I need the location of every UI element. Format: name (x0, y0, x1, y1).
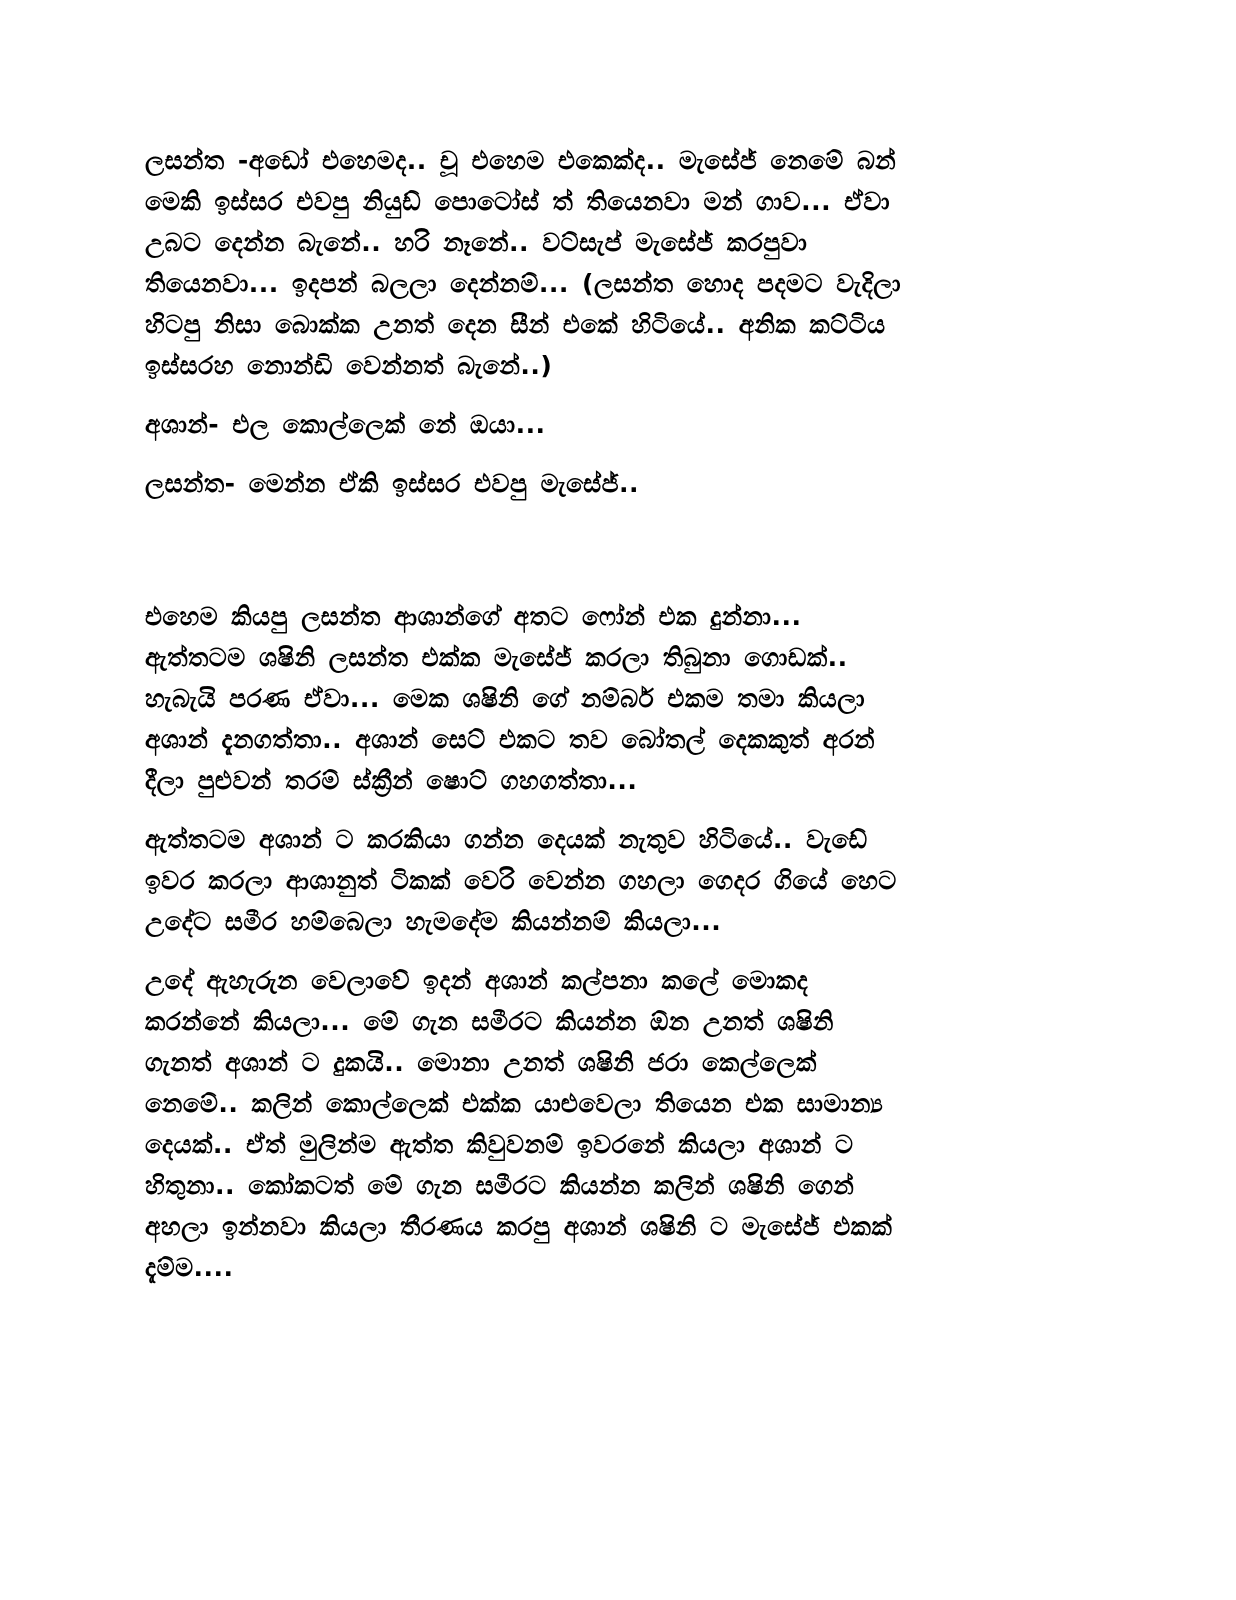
story-text (145, 140, 1080, 1306)
text-line: හැබැයි පරණ ඒවා... මෙක ශෂිනි ගේ නම්බර් එකම තමා කියලා (145, 684, 866, 713)
paragraph-lasantha-dialogue (145, 140, 1080, 386)
text-line: නෙමේ.. කලින් කොල්ලෙක් එක්ක යාළුවෙලා තියෙන එක සාමාන්‍ය (145, 1089, 884, 1118)
text-line: උබට දෙන්න බැනේ.. හරි නෑනේ.. වට්සැප් මැසේජ් කරපුවා (145, 228, 808, 257)
paragraph-morning-decision (145, 960, 1080, 1288)
text-line: එහෙම කියපු ලසන්ත ආශාන්ගේ අතට ෆෝන් එක දුන්නා... (145, 602, 802, 631)
text-line: දෙයක්.. ඒත් මුලින්ම ඇත්ත කිවුවනම් ඉවරනේ කියලා අශාන් ට (145, 1130, 854, 1159)
text-line: හිතුනා.. කෝකටත් මේ ගැන සමීරට කියන්න කලින් ශෂිනි ගෙන් (145, 1171, 855, 1200)
text-line: මෙකි ඉස්සර එවපු නියුඩ් පොටෝස් ත් තියෙනවා මන් ගාව... ඒවා (145, 187, 891, 216)
text-line: අහලා ඉන්නවා කියලා තීරණය කරපු අශාන් ශෂිනි ට මැසේජ් එකක් (145, 1212, 893, 1241)
text-line: ලසන්ත -අඩෝ එහෙමද.. චූ එහෙම එකෙක්ද.. මැසේජ් නෙමේ බන් (145, 146, 897, 175)
text-line: තියෙනවා... ඉදපන් බලලා දෙන්නම්... (ලසන්ත හොද පදමට වැදිලා (145, 269, 902, 298)
text-line: උදේ ඇහැරුන වෙලාවේ ඉදන් අශාන් කල්පනා කලේ මොකද (145, 966, 809, 995)
paragraph-ashan-dialogue (145, 404, 1080, 445)
text-line: උදේට සමීර හම්බෙලා හැමදේම කියන්නම් කියලා... (145, 907, 722, 936)
text-line: ඇත්තටම අශාන් ට කරකියා ගන්න දෙයක් නැතුව හිටියේ.. වැඩේ (145, 825, 868, 854)
paragraph-ashan-thoughts (145, 819, 1080, 942)
text-line: දැම්ම.... (145, 1253, 234, 1282)
text-line: අශාන්- එල කොල්ලෙක් නේ ඔයා... (145, 410, 546, 439)
text-line: ඉවර කරලා ආශානුත් ටිකක් වෙරි වෙන්න ගහලා ගෙදර ගියේ හෙට (145, 866, 897, 895)
text-line: හිටපු නිසා බොක්ක උනත් දෙන සීන් එකේ හිටියේ.. අනික කට්ටිය (145, 310, 886, 339)
text-line: දීලා පුළුවන් තරම් ස්ක්‍රීන් ෂොට් ගහගත්තා... (145, 766, 638, 795)
text-line: ගැනත් අශාන් ට දුකයි.. මොනා උනත් ශෂිනි ජරා කෙල්ලෙක් (145, 1048, 817, 1077)
paragraph-phone-handover (145, 596, 1080, 801)
text-line: අශාන් දැනගත්තා.. අශාන් සෙට් එකට තව බෝතල් දෙකකුත් අරන් (145, 725, 876, 754)
paragraph-lasantha-reply (145, 463, 1080, 504)
text-line: ඉස්සරහ නොන්ඩි වෙන්නත් බැනේ..) (145, 351, 553, 380)
text-line: ඇත්තටම ශෂිනි ලසන්ත එක්ක මැසේජ් කරලා තිබුනා ගොඩක්.. (145, 643, 848, 672)
text-line: කරන්නේ කියලා... මේ ගැන සමීරට කියන්න ඕන උනත් ශෂිනි (145, 1007, 834, 1036)
text-line: ලසන්ත- මෙන්න ඒකි ඉස්සර එවපු මැසේජ්.. (145, 469, 639, 498)
